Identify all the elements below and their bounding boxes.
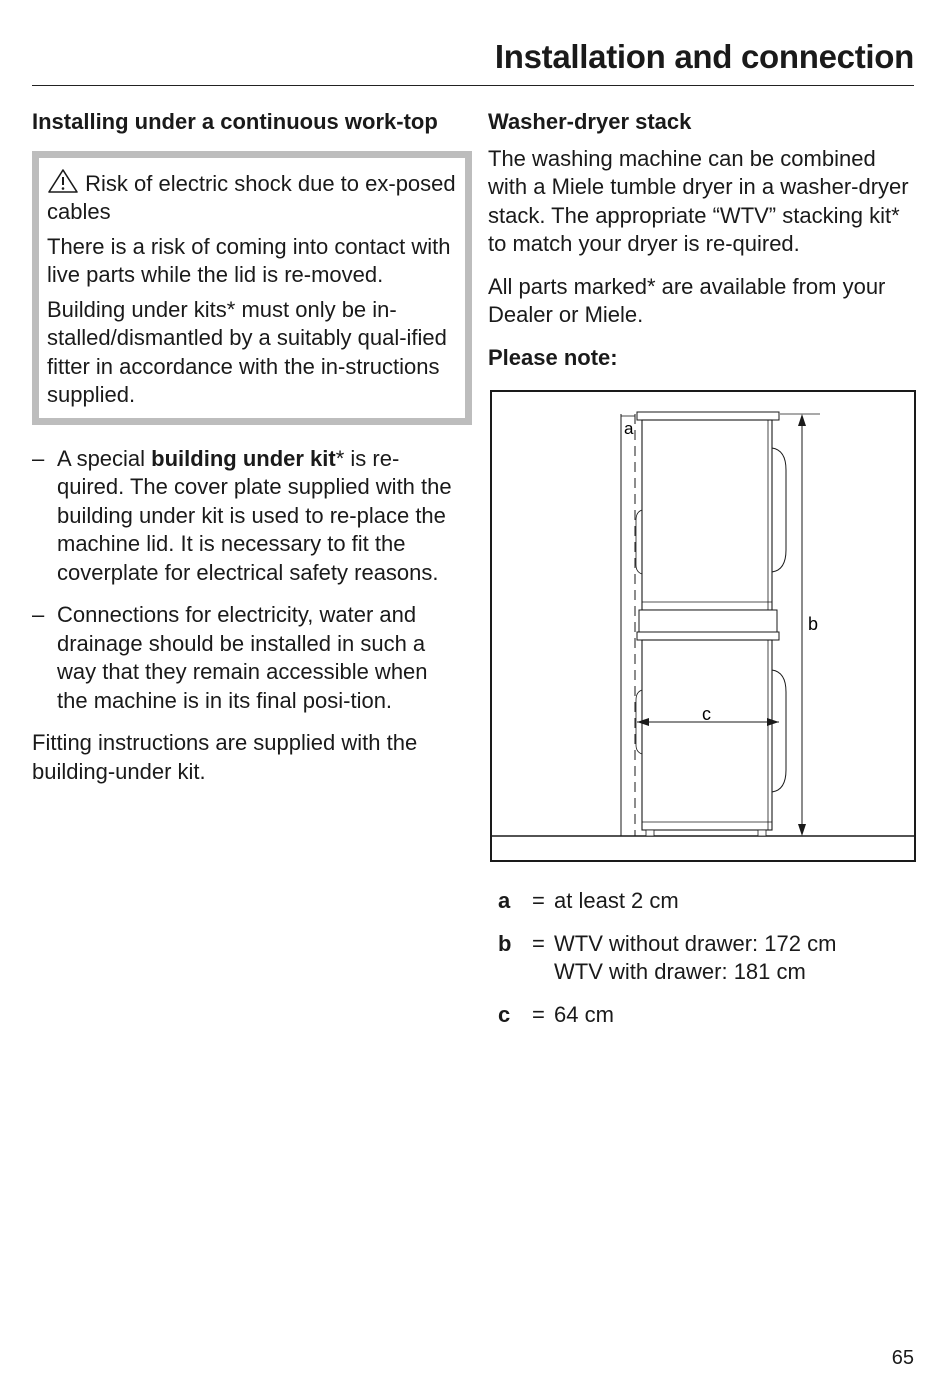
note-heading: Please note: [488,344,618,370]
section-heading-stack: Washer-dryer stack [488,109,692,134]
legend-key: c [498,1001,511,1027]
dimension-legend [488,887,918,1029]
warning-box [32,151,472,425]
header-divider [32,85,914,86]
legend-value: 64 cm [554,1001,614,1027]
legend-equals: = [532,930,545,956]
section-heading-worktop: Installing under a continuous work-top [32,109,438,134]
legend-row-b [488,930,918,987]
bullet-dash: – [32,602,45,627]
left-column [32,108,462,800]
legend-key: a [498,888,511,913]
bullet-text: Connections for electricity, water and drainage should be installed in such a way that they remain accessible when the machine is in its final posi-tion. [57,602,428,713]
legend-value: at least 2 cm [554,888,679,913]
warning-text-2: Building under kits* must only be in-stalled/dismantled by a suitably qual-ified fitter in accordance with the in-structions supplied. [47,296,447,407]
warning-triangle-icon [47,168,79,194]
legend-value [554,930,836,987]
legend-key: b [498,930,512,956]
page-number: 65 [891,1347,914,1369]
legend-equals: = [532,888,545,913]
legend-row-a [488,887,918,916]
right-column [488,108,918,1043]
dimension-label-c: c [702,704,711,724]
list-item [32,601,462,715]
legend-value-line: WTV with drawer: 181 cm [554,959,806,984]
washer-dryer-stack-diagram [490,390,916,862]
dimension-label-b: b [808,614,819,634]
warning-title-text: Risk of electric shock due to ex-posed cables [47,170,456,224]
closing-paragraph: Fitting instructions are supplied with the building-under kit. [32,730,418,784]
legend-equals: = [532,1001,545,1027]
list-item [32,445,462,588]
warning-title [47,168,457,227]
bullet-dash: – [32,445,45,471]
stack-paragraph-2: All parts marked* are available from your Dealer or Miele. [488,273,886,327]
legend-row-c [488,1001,918,1030]
dimension-label-a: a [624,419,634,438]
warning-text-1: There is a risk of coming into contact with live parts while the lid is re-moved. [47,233,451,287]
stack-paragraph-1: The washing machine can be combined with a Miele tumble dryer in a washer-dryer stack. The appropriate “WTV” stacking kit* to match your dryer is re-quired. [488,145,909,256]
bold-term: building under kit [151,445,336,471]
page-title: Installation and connection [494,38,914,75]
legend-value-line: WTV without drawer: 172 cm [554,930,837,956]
bullet-text: A special building under kit* is re-quired. The cover plate supplied with the building under kit is used to re-place the machine lid. It is necessary to fit the coverplate for electrical safety reasons. [57,445,452,585]
